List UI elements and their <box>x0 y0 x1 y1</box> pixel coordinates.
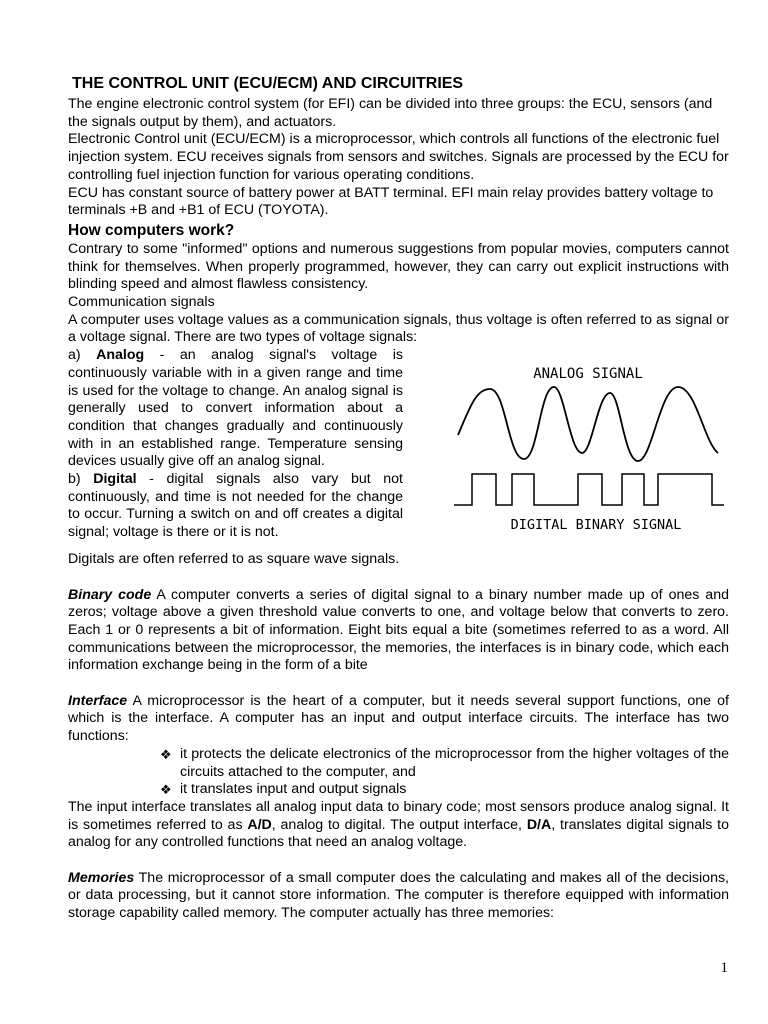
analog-paragraph <box>68 347 403 471</box>
diamond-bullet-icon: ❖ <box>160 746 172 762</box>
analog-waveform <box>458 387 718 461</box>
how-computers-work-paragraph: Contrary to some "informed" options and numerous suggestions from popular movies, computers cannot think for themselves. When properly programmed, however, they can carry out explicit instructions with blinding speed and almost flawless consistency. <box>68 240 729 293</box>
list-item: ❖ it protects the delicate electronics of the microprocessor from the higher voltages of the circuits attached to the computer, and <box>160 745 729 780</box>
square-wave-note: Digitals are often referred to as square wave signals. <box>68 551 400 568</box>
list-item: ❖ it translates input and output signals <box>160 781 407 798</box>
binary-code-term: Binary code <box>68 586 152 603</box>
digital-paragraph <box>68 471 403 542</box>
communication-signals-heading: Communication signals <box>68 294 215 311</box>
interface-text: A microprocessor is the heart of a computer, but it needs several support functions, one of which is the interface. A computer has an input and output interface circuits. The interface has two functions: <box>68 692 729 745</box>
interface-term: Interface <box>68 692 128 709</box>
document-body <box>68 74 729 923</box>
interface-paragraph <box>68 693 729 746</box>
how-computers-work-heading: How computers work? <box>68 221 235 239</box>
analog-prefix: a) <box>68 347 97 364</box>
digital-signal-label: DIGITAL BINARY SIGNAL <box>510 517 682 534</box>
interface-translation-paragraph: The input interface translates all analog input data to binary code; most sensors produce analog signal. It is sometimes referred to as A/D, analog to digital. The output interface, D/A, translates digital signals to analog for any controlled functions that need an analog voltage. <box>68 798 729 851</box>
intro-paragraph-2: Electronic Control unit (ECU/ECM) is a microprocessor, which controls all functions of the electronic fuel injection system. ECU receives signals from sensors and switches. Signals are processed by the ECU for controlling fuel injection function for various operating conditions. <box>68 131 729 183</box>
da-term: D/A <box>526 816 552 833</box>
signal-figure <box>446 347 729 551</box>
digital-prefix: b) <box>68 471 94 488</box>
intro-paragraph-1: The engine electronic control system (for EFI) can be divided into three groups: the ECU, sensors (and the signals output by them), and actuators. <box>68 96 713 130</box>
memories-paragraph <box>68 870 729 923</box>
interface-functions-list <box>68 746 729 799</box>
analog-text: - an analog signal's voltage is continuously variable with in a given range and time is used for the voltage to change. An analog signal is generally used to convert information about a condition that changes gradually and continuously with in an established range. Temperature sensing devices usually give off an analog signal. <box>68 347 403 470</box>
analog-signal-label: ANALOG SIGNAL <box>533 366 643 383</box>
intro-paragraph-3: ECU has constant source of battery power at BATT terminal. EFI main relay provides battery voltage to terminals +B and +B1 of ECU (TOYOTA). <box>68 184 714 219</box>
digital-term: Digital <box>93 471 137 488</box>
memories-term: Memories <box>68 869 135 886</box>
binary-code-paragraph <box>68 587 729 676</box>
digital-waveform <box>454 474 724 505</box>
memories-text: The microprocessor of a small computer does the calculating and makes all of the decisions, or data processing, but it cannot store information. The computer is therefore equipped with information storage capability called memory. The computer actually has three memories: <box>68 869 729 922</box>
document-title: THE CONTROL UNIT (ECU/ECM) AND CIRCUITRIES <box>72 75 464 92</box>
signal-diagram <box>446 347 729 551</box>
diamond-bullet-icon: ❖ <box>160 782 172 798</box>
ad-term: A/D <box>247 816 272 833</box>
page-number: 1 <box>720 960 728 976</box>
analog-term: Analog <box>96 347 145 364</box>
communication-signals-paragraph: A computer uses voltage values as a communication signals, thus voltage is often referred to as signal or a voltage signal. There are two types of voltage signals: <box>68 311 729 346</box>
digital-text: - digital signals also vary but not continuously, and time is not needed for the change to occur. Turning a switch on and off creates a digital signal; voltage is there or it is not. <box>68 471 403 541</box>
binary-code-text: A computer converts a series of digital signal to a binary number made up of ones and zeros; voltage above a given threshold value converts to one, and voltage below that converts to zero. Each 1 or 0 represents a bit of information. Eight bits equal a bite (sometimes referred to as a word. All communications between the microprocessor, the memories, the interfaces is in binary code, which each information exchange being in the form of a bite <box>68 586 729 674</box>
